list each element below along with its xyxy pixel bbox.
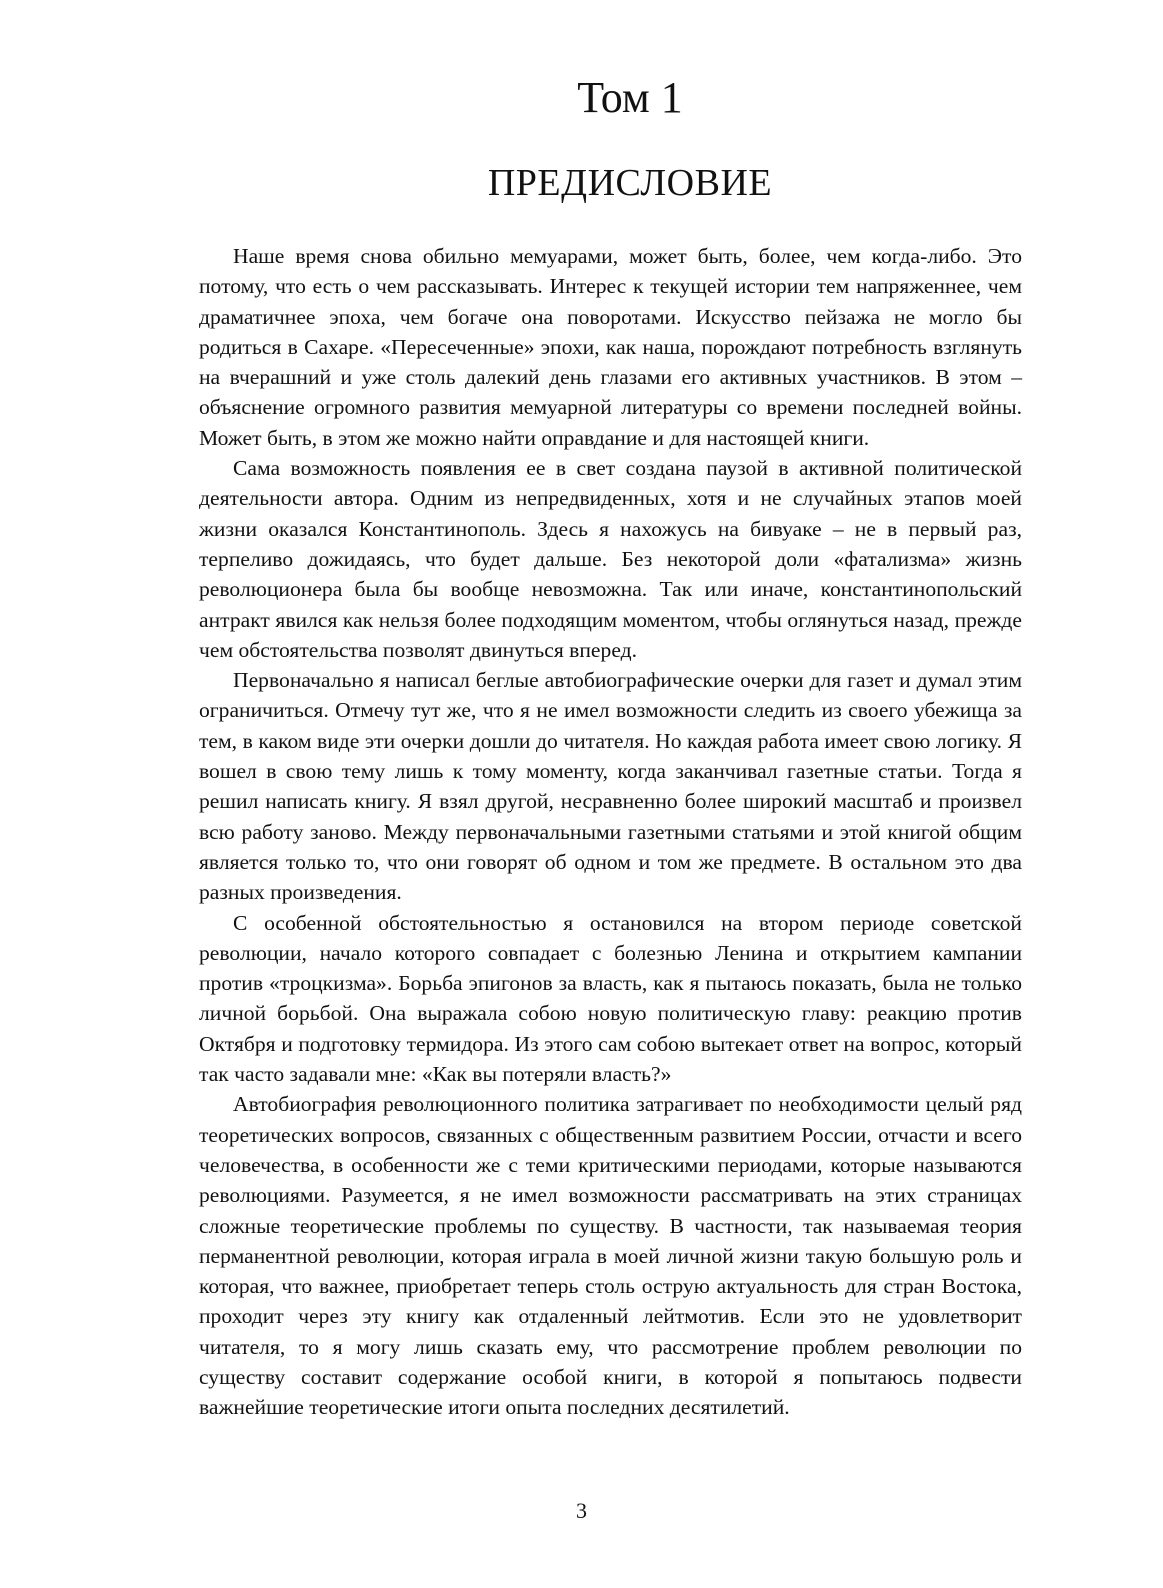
body-text bbox=[199, 241, 1022, 1423]
paragraph: Первоначально я написал беглые автобиографические очерки для газет и думал этим ограничиться. Отмечу тут же, что я не имел возможности следить из своего убежища за тем, в каком виде эти очерки дошли до читателя. Но каждая работа имеет свою логику. Я вошел в свою тему лишь к тому моменту, когда заканчивал газетные статьи. Тогда я решил написать книгу. Я взял другой, несравненно более широкий масштаб и произвел всю работу заново. Между первоначальными газетными статьями и этой книгой общим является только то, что они говорят об одном и том же предмете. В остальном это два разных произведения. bbox=[199, 668, 1022, 905]
chapter-title: ПРЕДИСЛОВИЕ bbox=[487, 162, 773, 204]
paragraph: Сама возможность появления ее в свет создана паузой в активной политической деятельности автора. Одним из непредвиденных, хотя и не случайных этапов моей жизни оказался Константинополь. Здесь я нахожусь на бивуаке – не в первый раз, терпеливо дожидаясь, что будет дальше. Без некоторой доли «фатализма» жизнь революционера была бы вообще невозможна. Так или иначе, константинопольский антракт явился как нельзя более подходящим моментом, чтобы оглянуться назад, прежде чем обстоятельства позволят двинуться вперед. bbox=[199, 456, 1022, 662]
paragraph: Автобиография революционного политика затрагивает по необходимости целый ряд теоретических вопросов, связанных с общественным развитием России, отчасти и всего человечества, в особенности же с теми критическими периодами, которые называются революциями. Разумеется, я не имел возможности рассматривать на этих страницах сложные теоретические проблемы по существу. В частности, так называемая теория перманентной революции, которая играла в моей личной жизни такую большую роль и которая, что важнее, приобретает теперь столь острую актуальность для стран Востока, проходит через эту книгу как отдаленный лейтмотив. Если это не удовлетворит читателя, то я могу лишь сказать ему, что рассмотрение проблем революции по существу составит содержание особой книги, в которой я попытаюсь подвести важнейшие теоретические итоги опыта последних десятилетий. bbox=[199, 1092, 1022, 1420]
page-number: 3 bbox=[576, 1498, 587, 1523]
paragraph: Наше время снова обильно мемуарами, может быть, более, чем когда-либо. Это потому, что есть о чем рассказывать. Интерес к текущей истории тем напряженнее, чем драматичнее эпоха, чем богаче она поворотами. Искусство пейзажа не могло бы родиться в Сахаре. «Пересеченные» эпохи, как наша, порождают потребность взглянуть на вчерашний и уже столь далекий день глазами его активных участников. В этом – объяснение огромного развития мемуарной литературы со времени последней войны. Может быть, в этом же можно найти оправдание и для настоящей книги. bbox=[199, 244, 1022, 450]
volume-title: Том 1 bbox=[577, 73, 683, 122]
paragraph: С особенной обстоятельностью я остановился на втором периоде советской революции, начало которого совпадает с болезнью Ленина и открытием кампании против «троцкизма». Борьба эпигонов за власть, как я пытаюсь показать, была не только личной борьбой. Она выражала собою новую политическую главу: реакцию против Октября и подготовку термидора. Из этого сам собою вытекает ответ на вопрос, который так часто задавали мне: «Как вы потеряли власть?» bbox=[199, 910, 1022, 1087]
